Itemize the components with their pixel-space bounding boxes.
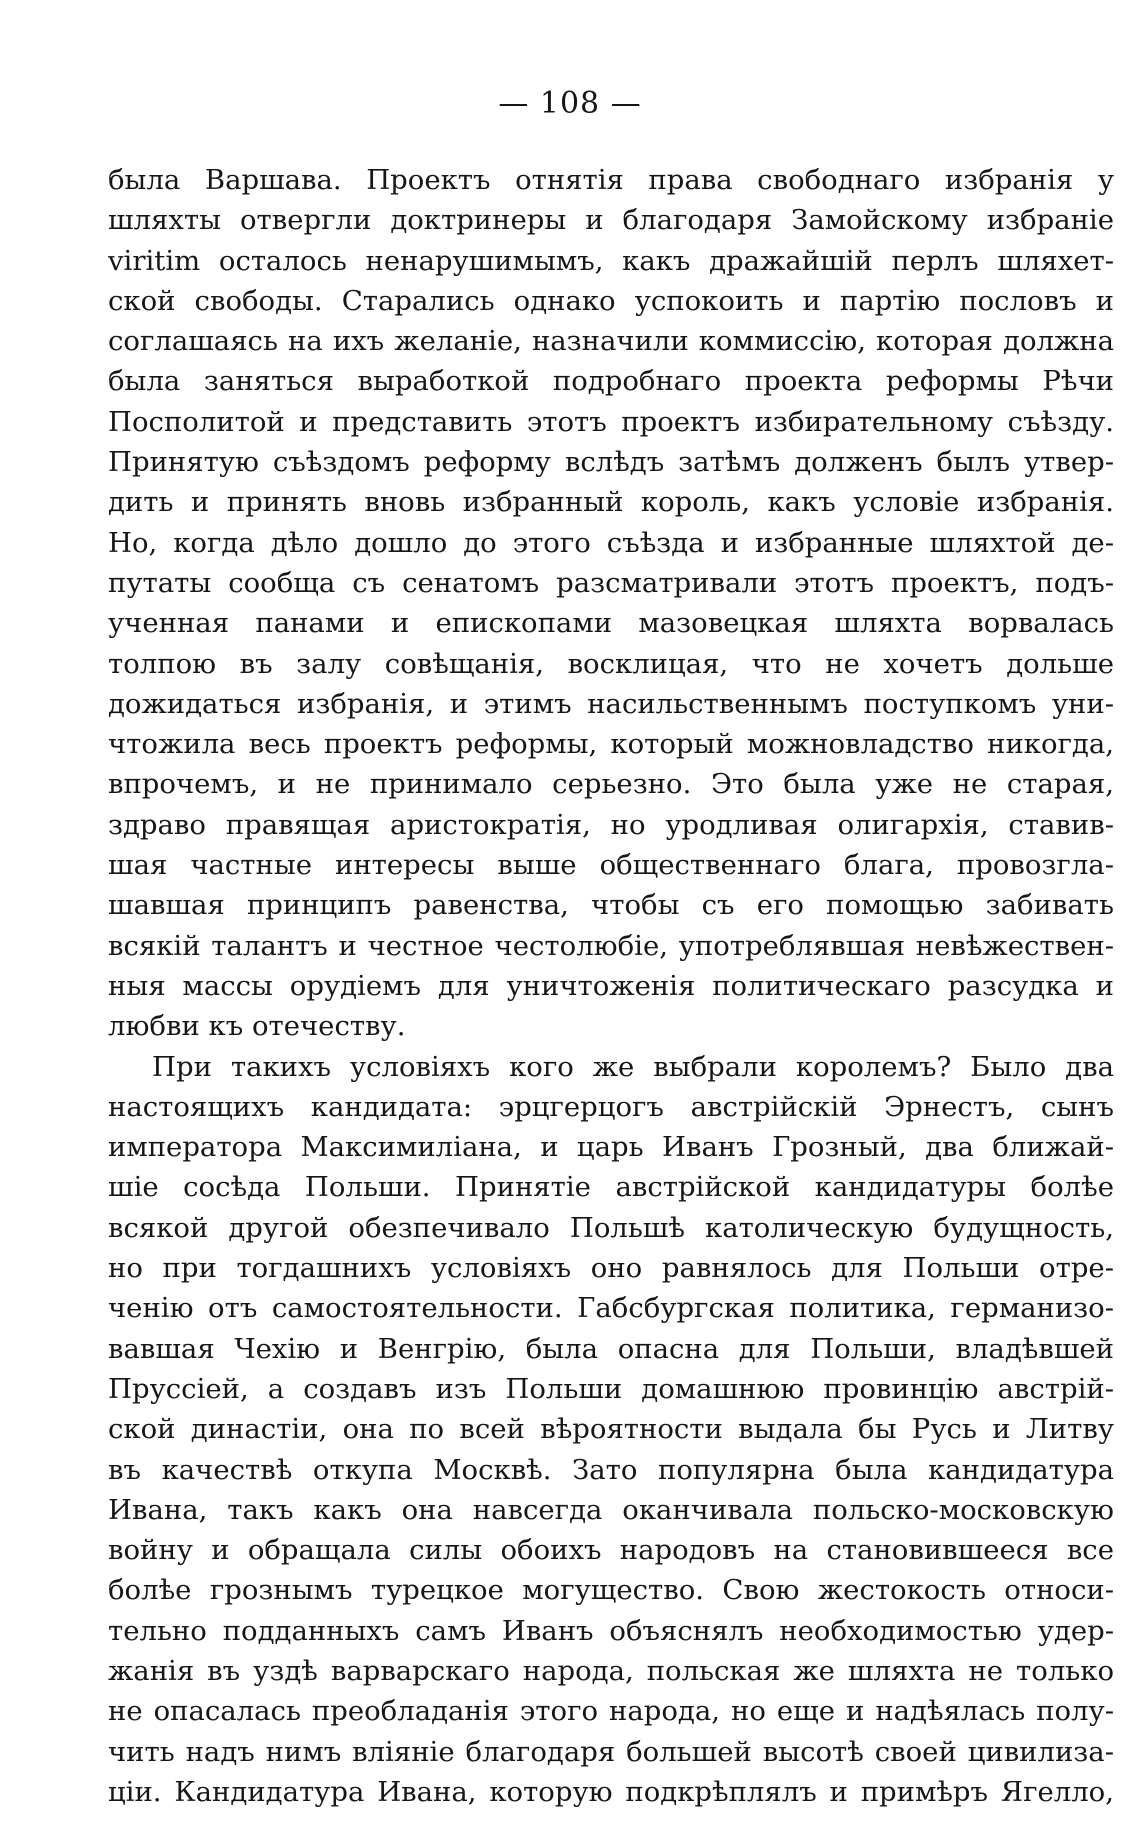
text-line: Ивана, такъ какъ она навсегда оканчивала польско-московскую <box>108 1493 1114 1526</box>
text-line: настоящихъ кандидата: эрцгерцогъ австрійскій Эрнестъ, сынъ <box>108 1090 1114 1123</box>
text-line: путаты сообща съ сенатомъ разсматривали этотъ проектъ, подъ- <box>108 566 1114 599</box>
text-line: вавшая Чехію и Венгрію, была опасна для Польши, владѣвшей <box>108 1332 1114 1365</box>
text-line: впрочемъ, и не принимало серьезно. Это была уже не старая, <box>108 768 1114 801</box>
text-line: тельно подданныхъ самъ Иванъ объяснялъ необходимостью удер- <box>108 1614 1114 1647</box>
text-line: Посполитой и представить этотъ проектъ избирательному съѣзду. <box>108 405 1114 438</box>
text-line: чить надъ нимъ вліяніе благодаря большей высотѣ своей цивилиза- <box>108 1735 1114 1768</box>
text-line: войну и обращала силы обоихъ народовъ на становившееся все <box>108 1534 1114 1567</box>
text-line: толпою въ залу совѣщанія, восклицая, что не хочетъ дольше <box>108 647 1114 680</box>
text-line: была заняться выработкой подробнаго проекта реформы Рѣчи <box>108 365 1114 398</box>
text-line: здраво правящая аристократія, но уродливая олигархія, ставив- <box>108 808 1114 841</box>
text-line: дожидаться избранія, и этимъ насильственнымъ поступкомъ уни- <box>108 687 1114 720</box>
text-line: всякій талантъ и честное честолюбіе, употреблявшая невѣжествен- <box>108 929 1114 962</box>
text-line: соглашаясь на ихъ желаніе, назначили коммиссію, которая должна <box>108 325 1114 358</box>
paragraph-1 <box>108 160 1114 1047</box>
text-line: шіе сосѣда Польши. Принятіе австрійской кандидатуры болѣе <box>108 1171 1114 1204</box>
text-line: ской свободы. Старались однако успокоить и партію пословъ и <box>108 284 1114 317</box>
text-line: Пруссіей, а создавъ изъ Польши домашнюю провинцію австрій- <box>108 1372 1114 1405</box>
text-line: шая частные интересы выше общественнаго блага, провозгла- <box>108 849 1114 882</box>
text-line: viritim осталось ненарушимымъ, какъ дражайшій перлъ шляхет- <box>108 244 1114 277</box>
text-line: жанія въ уздѣ варварскаго народа, польская же шляхта не только <box>108 1654 1114 1687</box>
text-line: Принятую съѣздомъ реформу вслѣдъ затѣмъ долженъ былъ утвер- <box>108 446 1114 479</box>
text-line: шляхты отвергли доктринеры и благодаря Замойскому избраніе <box>108 204 1114 237</box>
text-line: но при тогдашнихъ условіяхъ оно равнялось для Польши отре- <box>108 1252 1114 1285</box>
text-line: ученная панами и епископами мазовецкая шляхта ворвалась <box>108 607 1114 640</box>
text-line: была Варшава. Проектъ отнятія права свободнаго избранія у <box>108 164 1114 196</box>
text-line: императора Максимиліана, и царь Иванъ Грозный, два ближай- <box>108 1131 1114 1164</box>
text-line: ченію отъ самостоятельности. Габсбургская политика, германизо- <box>108 1292 1114 1325</box>
text-line: Но, когда дѣло дошло до этого съѣзда и избранные шляхтой де- <box>108 526 1114 559</box>
text-line: шавшая принципъ равенства, чтобы съ его помощью забивать <box>108 889 1114 922</box>
text-line: всякой другой обезпечивало Польшѣ католическую будущность, <box>108 1211 1114 1244</box>
text-line: ныя массы орудіемъ для уничтоженія политическаго разсудка и <box>108 969 1114 1002</box>
text-line: дить и принять вновь избранный король, какъ условіе избранія. <box>108 486 1114 519</box>
text-line: болѣе грознымъ турецкое могущество. Свою жестокость относи- <box>108 1574 1114 1607</box>
text-line: ціи. Кандидатура Ивана, которую подкрѣплялъ и примѣръ Ягелло, <box>108 1775 1114 1808</box>
text-line: чтожила весь проектъ реформы, который можновладство никогда, <box>108 728 1114 761</box>
text-line: въ качествѣ откупа Москвѣ. Зато популярна была кандидатура <box>108 1453 1114 1486</box>
page-number: — 108 — <box>498 86 642 121</box>
text-line: При такихъ условіяхъ кого же выбрали королемъ? Было два <box>152 1050 1114 1083</box>
text-line: ской династіи, она по всей вѣроятности выдала бы Русь и Литву <box>108 1413 1114 1446</box>
paragraph-2 <box>108 1047 1114 1813</box>
text-line: любви къ отечеству. <box>108 1010 406 1043</box>
body-text <box>108 160 1114 1812</box>
text-line: не опасалась преобладанія этого народа, но еще и надѣялась полу- <box>108 1695 1114 1728</box>
